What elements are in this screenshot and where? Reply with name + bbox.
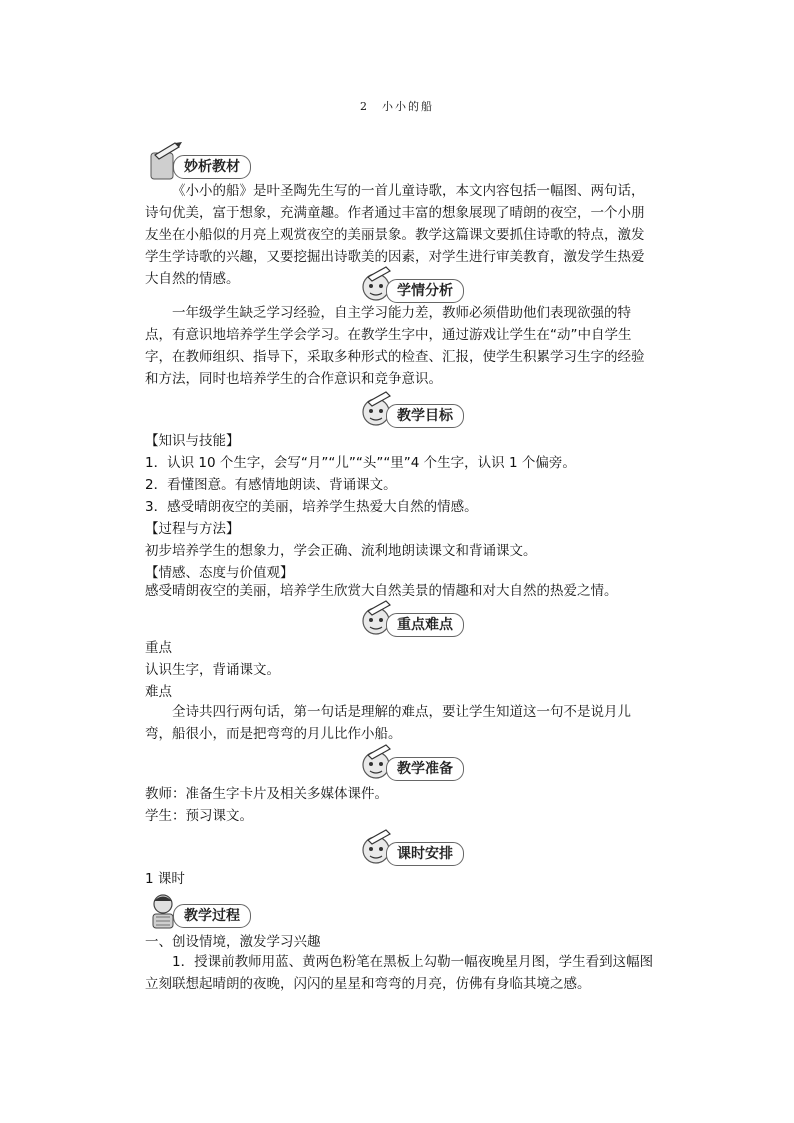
emotion-text: 感受晴朗夜空的美丽，培养学生欣赏大自然美景的情趣和对大自然的热爱之情。 — [145, 583, 618, 599]
section-header-keypoints — [356, 599, 476, 639]
section-header-learner — [356, 265, 476, 305]
section-heading: 学情分析 — [386, 279, 464, 303]
section-header-process — [145, 890, 265, 930]
step-1-text: 1．授课前教师用蓝、黄两色粉笔在黑板上勾勒一幅夜晚星月图，学生看到这幅图立刻联想起晴朗的夜晚，闪闪的星星和弯弯的月亮，仿佛有身临其境之感。 — [145, 954, 654, 992]
section-heading: 教学过程 — [173, 904, 251, 928]
section-header-analysis — [145, 141, 265, 181]
section-heading: 重点难点 — [386, 613, 464, 637]
section-heading: 妙析教材 — [173, 155, 251, 179]
section-heading: 课时安排 — [386, 842, 464, 866]
step-title: 一、创设情境，激发学习兴趣 — [145, 934, 321, 950]
schedule-text: 1 课时 — [145, 871, 185, 887]
section-header-goals — [356, 390, 476, 430]
section-heading: 教学准备 — [386, 757, 464, 781]
section-heading: 教学目标 — [386, 404, 464, 428]
process-text: 初步培养学生的想象力，学会正确、流利地朗读课文和背诵课文。 — [145, 543, 537, 559]
difficulty-text: 全诗共四行两句话，第一句话是理解的难点，要让学生知道这一句不是说月儿弯，船很小，而是把弯弯的月儿比作小船。 — [145, 704, 631, 742]
emotion-label: 【情感、态度与价值观】 — [145, 565, 294, 581]
process-label: 【过程与方法】 — [145, 521, 240, 537]
knowledge-label: 【知识与技能】 — [145, 433, 240, 449]
key-text: 认识生字，背诵课文。 — [145, 662, 280, 678]
learner-text: 一年级学生缺乏学习经验，自主学习能力差，教师必须借助他们表现欲强的特点，有意识地培养学生学会学习。在教学生字中，通过游戏让学生在“动”中自学生字，在教师组织、指导下，采取多种形式的检查、汇报，使学生积累学习生字的经验和方法，同时也培养学生的合作意识和竞争意识。 — [145, 305, 645, 387]
goal-item-3: 3．感受晴朗夜空的美丽，培养学生热爱大自然的情感。 — [145, 499, 478, 515]
page-title: 2 小小的船 — [360, 100, 434, 113]
analysis-text: 《小小的船》是叶圣陶先生写的一首儿童诗歌，本文内容包括一幅图、两句话，诗句优美，富于想象，充满童趣。作者通过丰富的想象展现了晴朗的夜空，一个小朋友坐在小船似的月亮上观赏夜空的美丽景象。教学这篇课文要抓住诗歌的特点，激发学生学诗歌的兴趣，又要挖掘出诗歌美的因素，对学生进行审美教育，激发学生热爱大自然的情感。 — [145, 183, 645, 287]
key-label: 重点 — [145, 640, 172, 656]
prep-teacher: 教师：准备生字卡片及相关多媒体课件。 — [145, 786, 388, 802]
section-header-schedule — [356, 828, 476, 868]
prep-student: 学生：预习课文。 — [145, 808, 253, 824]
goal-item-2: 2．看懂图意。有感情地朗读、背诵课文。 — [145, 477, 397, 493]
goal-item-1: 1．认识 10 个生字，会写“月”“儿”“头”“里”4 个生字，认识 1 个偏旁。 — [145, 455, 576, 471]
difficulty-label: 难点 — [145, 684, 172, 700]
section-header-prep — [356, 743, 476, 783]
